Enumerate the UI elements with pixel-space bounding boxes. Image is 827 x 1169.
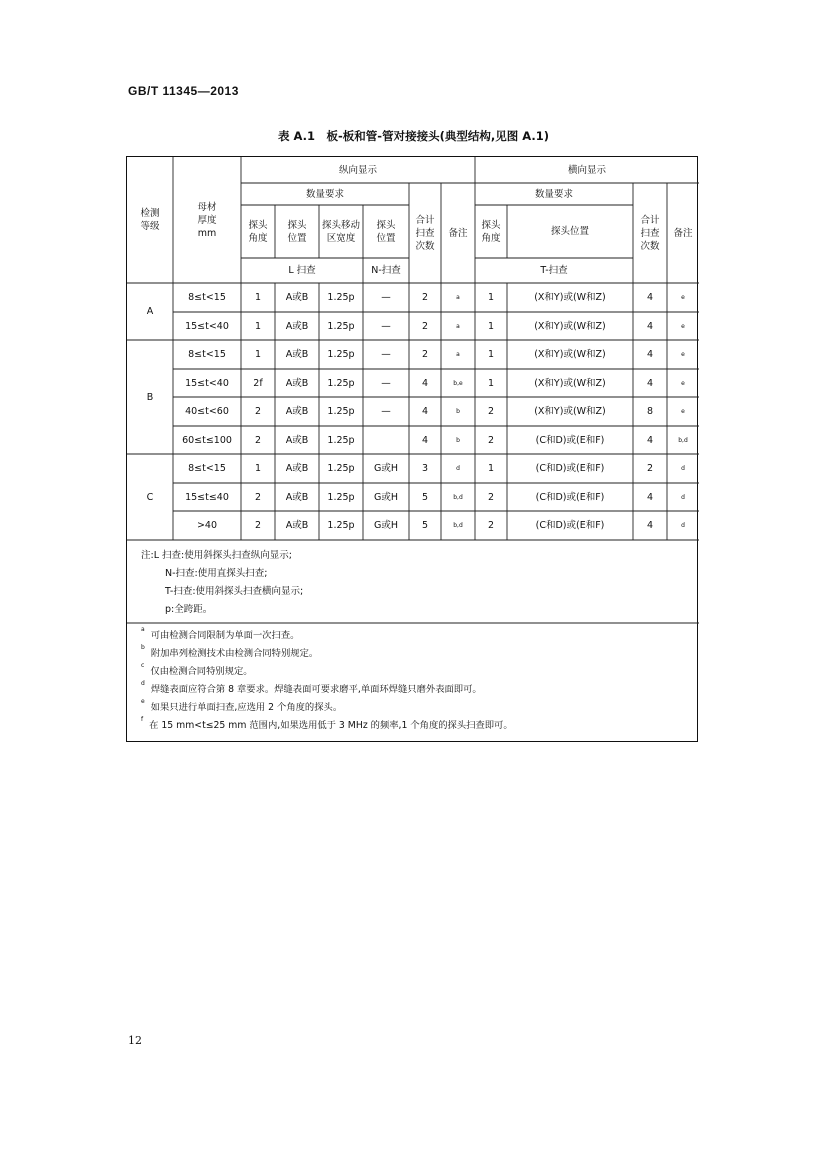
cell-t-angle: 2	[487, 520, 495, 531]
scan-n-label: N-扫查	[371, 265, 401, 276]
cell-t-angle: 2	[487, 434, 495, 446]
cell-l-angle: 2	[254, 520, 262, 531]
cell-l-move: 1.25p	[327, 292, 355, 303]
cell-t-pos: (X和Y)或(W和Z)	[534, 406, 606, 417]
cell-n-pos: G或H	[373, 463, 398, 474]
footnote-text: 在 15 mm<t≤25 mm 范围内,如果选用低于 3 MHz 的频率,1 个角度的探头扫查即可。	[149, 720, 513, 731]
group-longitudinal: 纵向显示	[338, 164, 377, 176]
cell-l-move: 1.25p	[327, 520, 355, 531]
cell-thickness: 15≤t≤40	[185, 491, 229, 503]
footnote	[141, 717, 513, 731]
footnote-mark: e	[141, 697, 145, 705]
cell-total: 5	[421, 520, 429, 531]
footnote-mark: d	[141, 679, 145, 687]
cell-l-move: 1.25p	[327, 406, 355, 417]
footnote-text: 可由检测合同限制为单面一次扫查。	[150, 630, 300, 641]
cell-l-angle: 1	[254, 320, 262, 332]
cell-thickness: 8≤t<15	[188, 349, 226, 360]
cell-l-angle: 1	[254, 463, 262, 474]
cell-t-total: 4	[646, 520, 654, 531]
cell-thickness: 15≤t<40	[185, 377, 229, 389]
scan-t-label: T-扫查	[540, 265, 568, 276]
scan-requirements-table	[126, 156, 698, 742]
footnote-mark: c	[141, 661, 145, 669]
cell-t-pos: (X和Y)或(W和Z)	[534, 349, 606, 360]
table-caption: 表 A.1 板-板和管-管对接接头(典型结构,见图 A.1)	[278, 129, 549, 143]
col-t-total: 合计扫查次数	[640, 214, 660, 252]
col-n-position: 探头位置	[376, 219, 396, 244]
cell-total: 2	[421, 320, 429, 332]
cell-t-angle: 1	[487, 320, 495, 332]
cell-l-pos: A或B	[285, 463, 309, 474]
footnote	[141, 627, 299, 641]
footnote	[141, 645, 318, 659]
cell-l-move: 1.25p	[327, 434, 355, 446]
cell-n-pos	[363, 426, 409, 454]
cell-n-pos: —	[381, 349, 391, 360]
cell-l-move: 1.25p	[327, 320, 355, 332]
note-line: p:全跨距。	[165, 604, 213, 615]
cell-t-note: e	[681, 294, 685, 301]
cell-l-pos: A或B	[285, 377, 309, 389]
cell-note: b	[456, 408, 460, 415]
level-b: B	[146, 391, 154, 403]
cell-t-note: e	[681, 408, 685, 415]
level-c: C	[146, 491, 154, 503]
cell-thickness: 60≤t≤100	[182, 434, 232, 446]
cell-thickness: >40	[196, 520, 218, 531]
cell-total: 5	[421, 491, 429, 503]
footnote-mark: f	[141, 715, 144, 723]
cell-note: b,d	[453, 493, 463, 501]
cell-l-pos: A或B	[285, 520, 309, 531]
cell-t-total: 2	[646, 463, 654, 474]
col-thickness: 母材厚度mm	[197, 201, 217, 239]
cell-t-angle: 1	[487, 292, 495, 303]
cell-l-move: 1.25p	[327, 491, 355, 503]
cell-note: d	[456, 465, 460, 472]
cell-thickness: 40≤t<60	[185, 406, 229, 417]
cell-t-note: d	[681, 465, 685, 472]
cell-thickness: 15≤t<40	[185, 320, 229, 332]
cell-t-total: 4	[646, 377, 654, 389]
cell-n-pos: G或H	[373, 491, 398, 503]
cell-t-total: 4	[646, 320, 654, 332]
cell-l-pos: A或B	[285, 406, 309, 417]
col-l-move: 探头移动区宽度	[322, 219, 361, 244]
cell-n-pos: —	[381, 292, 391, 303]
cell-total: 4	[421, 434, 429, 446]
col-t-angle: 探头角度	[481, 219, 501, 244]
cell-total: 2	[421, 292, 429, 303]
cell-l-pos: A或B	[285, 434, 309, 446]
cell-l-angle: 2	[254, 406, 262, 417]
cell-thickness: 8≤t<15	[188, 463, 226, 474]
quantity-req-t: 数量要求	[534, 188, 573, 200]
footnote-mark: a	[141, 625, 145, 633]
cell-t-pos: (X和Y)或(W和Z)	[534, 377, 606, 389]
cell-t-total: 4	[646, 434, 654, 446]
footnote-text: 附加串列检测技术由检测合同特别规定。	[150, 648, 319, 659]
cell-t-angle: 2	[487, 491, 495, 503]
cell-t-angle: 1	[487, 463, 495, 474]
footnote	[141, 681, 482, 695]
cell-note: b	[456, 436, 460, 444]
cell-t-note: e	[681, 379, 685, 387]
cell-note: b,e	[453, 379, 463, 387]
cell-l-pos: A或B	[285, 320, 309, 332]
notes-block	[141, 547, 303, 619]
standard-number: GB/T 11345—2013	[128, 84, 239, 98]
footnote	[141, 663, 253, 677]
cell-t-note: e	[681, 351, 685, 358]
cell-n-pos: —	[381, 320, 391, 332]
cell-note: b,d	[453, 522, 463, 529]
cell-note: a	[456, 351, 460, 358]
cell-total: 4	[421, 377, 429, 389]
cell-n-pos: G或H	[373, 520, 398, 531]
cell-l-angle: 2f	[253, 377, 263, 389]
cell-t-note: d	[681, 522, 685, 529]
col-l-note: 备注	[448, 227, 468, 239]
cell-t-pos: (X和Y)或(W和Z)	[534, 320, 606, 332]
col-l-angle: 探头角度	[248, 219, 268, 244]
cell-t-angle: 1	[487, 377, 495, 389]
cell-thickness: 8≤t<15	[188, 292, 226, 303]
col-t-position: 探头位置	[550, 226, 589, 237]
cell-t-total: 8	[646, 406, 654, 417]
col-l-total: 合计扫查次数	[415, 214, 435, 252]
cell-t-pos: (C和D)或(E和F)	[535, 491, 605, 503]
group-transverse: 横向显示	[567, 164, 606, 176]
cell-l-pos: A或B	[285, 349, 309, 360]
col-level: 检测等级	[140, 208, 160, 232]
cell-l-angle: 1	[254, 292, 262, 303]
col-l-position: 探头位置	[287, 219, 307, 244]
cell-t-pos: (X和Y)或(W和Z)	[534, 292, 606, 303]
cell-t-note: d	[681, 493, 685, 501]
cell-t-pos: (C和D)或(E和F)	[535, 520, 605, 531]
cell-t-angle: 2	[487, 406, 495, 417]
page-number: 12	[128, 1034, 142, 1047]
cell-l-move: 1.25p	[327, 349, 355, 360]
cell-total: 4	[421, 406, 429, 417]
cell-t-pos: (C和D)或(E和F)	[535, 434, 605, 446]
footnote-mark: b	[141, 643, 145, 651]
quantity-req-l: 数量要求	[305, 188, 344, 200]
cell-n-pos: —	[381, 377, 391, 389]
footnote-text: 焊缝表面应符合第 8 章要求。焊缝表面可要求磨平,单面环焊缝只磨外表面即可。	[150, 684, 482, 695]
cell-t-note: b,d	[678, 436, 688, 444]
cell-note: a	[456, 322, 460, 330]
cell-l-pos: A或B	[285, 292, 309, 303]
cell-t-pos: (C和D)或(E和F)	[535, 463, 605, 474]
footnote	[141, 699, 342, 713]
note-line: N-扫查:使用直探头扫查;	[165, 568, 268, 579]
notes-title: 注:	[141, 550, 154, 561]
cell-t-note: e	[681, 322, 685, 330]
cell-l-move: 1.25p	[327, 463, 355, 474]
note-line: T-扫查:使用斜探头扫查横向显示;	[165, 586, 304, 597]
cell-t-total: 4	[646, 491, 654, 503]
cell-t-total: 4	[646, 349, 654, 360]
cell-l-pos: A或B	[285, 491, 309, 503]
footnote-text: 仅由检测合同特别规定。	[150, 666, 253, 677]
level-a: A	[146, 306, 154, 317]
cell-total: 2	[421, 349, 429, 360]
cell-total: 3	[421, 463, 429, 474]
cell-l-move: 1.25p	[327, 377, 355, 389]
cell-l-angle: 2	[254, 491, 262, 503]
cell-t-total: 4	[646, 292, 654, 303]
col-t-note: 备注	[673, 227, 693, 239]
cell-l-angle: 2	[254, 434, 262, 446]
cell-n-pos: —	[381, 406, 391, 417]
cell-note: a	[456, 294, 460, 301]
cell-t-angle: 1	[487, 349, 495, 360]
note-line: L 扫查:使用斜探头扫查纵向显示;	[153, 550, 292, 561]
scan-l-label: L 扫查	[288, 265, 316, 276]
footnote-text: 如果只进行单面扫查,应选用 2 个角度的探头。	[150, 702, 343, 713]
cell-l-angle: 1	[254, 349, 262, 360]
